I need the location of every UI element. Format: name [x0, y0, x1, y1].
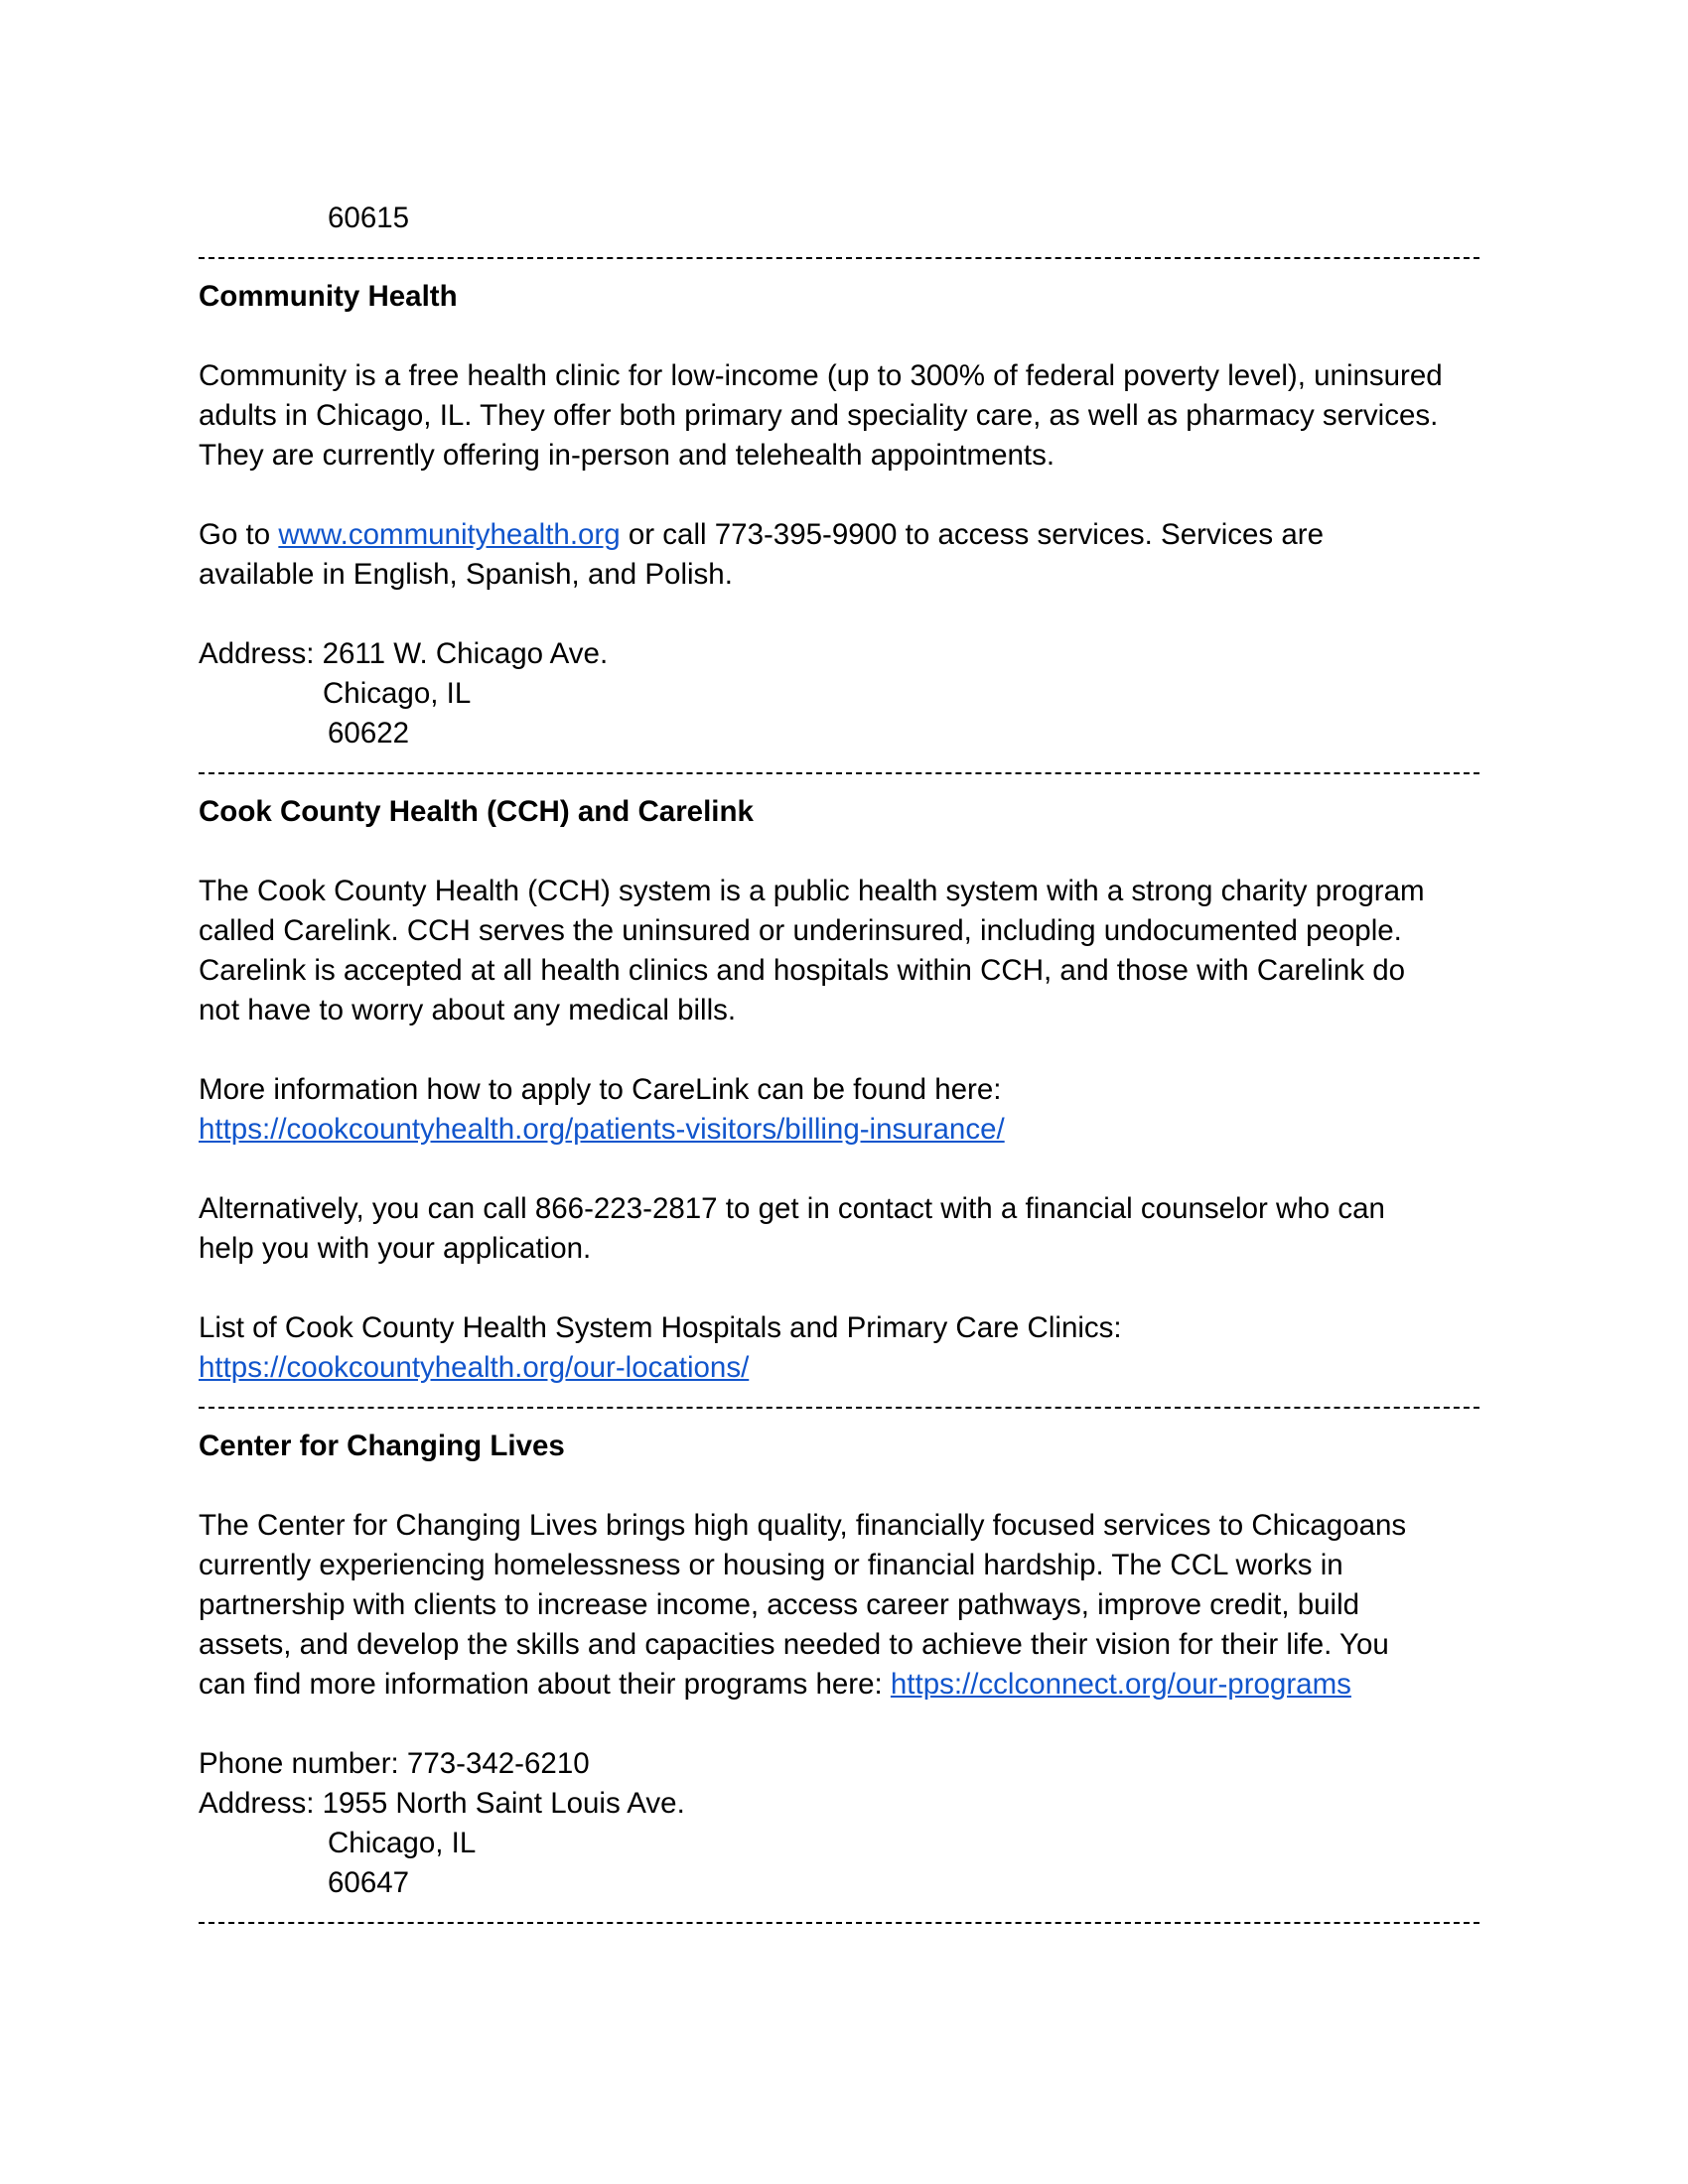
- section-heading-ccl: Center for Changing Lives: [199, 1430, 565, 1462]
- community-p1-line3: They are currently offering in-person and telehealth appointments.: [199, 439, 1055, 472]
- cch-alt-line1: Alternatively, you can call 866-223-2817 to get in contact with a financial counselor who can: [199, 1192, 1385, 1225]
- divider: [199, 1407, 1479, 1409]
- community-p1-line1: Community is a free health clinic for low-income (up to 300% of federal poverty level), uninsured: [199, 359, 1443, 392]
- section-heading-community-health: Community Health: [199, 280, 458, 313]
- ccl-address-line2: Chicago, IL: [328, 1827, 477, 1859]
- ccl-p1-line5: [199, 1665, 1351, 1705]
- top-zip: 60615: [328, 202, 410, 234]
- cch-more-info: More information how to apply to CareLink can be found here:: [199, 1073, 1002, 1106]
- go-to-text: Go to: [199, 518, 279, 551]
- cch-locations-link[interactable]: https://cookcountyhealth.org/our-locations/: [199, 1351, 750, 1384]
- community-address-line1: Address: 2611 W. Chicago Ave.: [199, 637, 609, 670]
- community-p1-line2: adults in Chicago, IL. They offer both primary and speciality care, as well as pharmacy services.: [199, 399, 1439, 432]
- ccl-address-line3: 60647: [328, 1866, 410, 1899]
- ccl-p1-line3: partnership with clients to increase income, access career pathways, improve credit, build: [199, 1588, 1360, 1621]
- ccl-last-line-text: can find more information about their programs here:: [199, 1668, 891, 1701]
- cch-billing-link[interactable]: https://cookcountyhealth.org/patients-visitors/billing-insurance/: [199, 1113, 1005, 1146]
- divider: [199, 1922, 1479, 1924]
- community-contact-line: [199, 515, 1324, 555]
- ccl-p1-line2: currently experiencing homelessness or housing or financial hardship. The CCL works in: [199, 1549, 1343, 1581]
- divider: [199, 772, 1479, 774]
- community-health-link[interactable]: www.communityhealth.org: [278, 518, 621, 551]
- section-heading-cch: Cook County Health (CCH) and Carelink: [199, 795, 754, 828]
- community-address-line2: Chicago, IL: [323, 677, 472, 710]
- cch-p1-line2: called Carelink. CCH serves the uninsured or underinsured, including undocumented people.: [199, 914, 1402, 947]
- cch-p1-line4: not have to worry about any medical bills.: [199, 994, 737, 1026]
- cch-p1-line3: Carelink is accepted at all health clinics and hospitals within CCH, and those with Carelink do: [199, 954, 1406, 987]
- cch-list-text: List of Cook County Health System Hospitals and Primary Care Clinics:: [199, 1311, 1122, 1344]
- cch-alt-line2: help you with your application.: [199, 1232, 592, 1265]
- ccl-p1-line4: assets, and develop the skills and capacities needed to achieve their vision for their life. You: [199, 1628, 1389, 1661]
- ccl-p1-line1: The Center for Changing Lives brings high quality, financially focused services to Chicagoans: [199, 1509, 1407, 1542]
- community-address-line3: 60622: [328, 717, 410, 750]
- call-text: or call 773-395-9900 to access services. Services are: [620, 518, 1325, 551]
- ccl-phone: Phone number: 773-342-6210: [199, 1747, 590, 1780]
- community-languages: available in English, Spanish, and Polish.: [199, 558, 733, 591]
- ccl-address-line1: Address: 1955 North Saint Louis Ave.: [199, 1787, 685, 1820]
- cch-p1-line1: The Cook County Health (CCH) system is a public health system with a strong charity program: [199, 875, 1425, 907]
- divider: [199, 257, 1479, 259]
- ccl-programs-link[interactable]: https://cclconnect.org/our-programs: [890, 1668, 1351, 1701]
